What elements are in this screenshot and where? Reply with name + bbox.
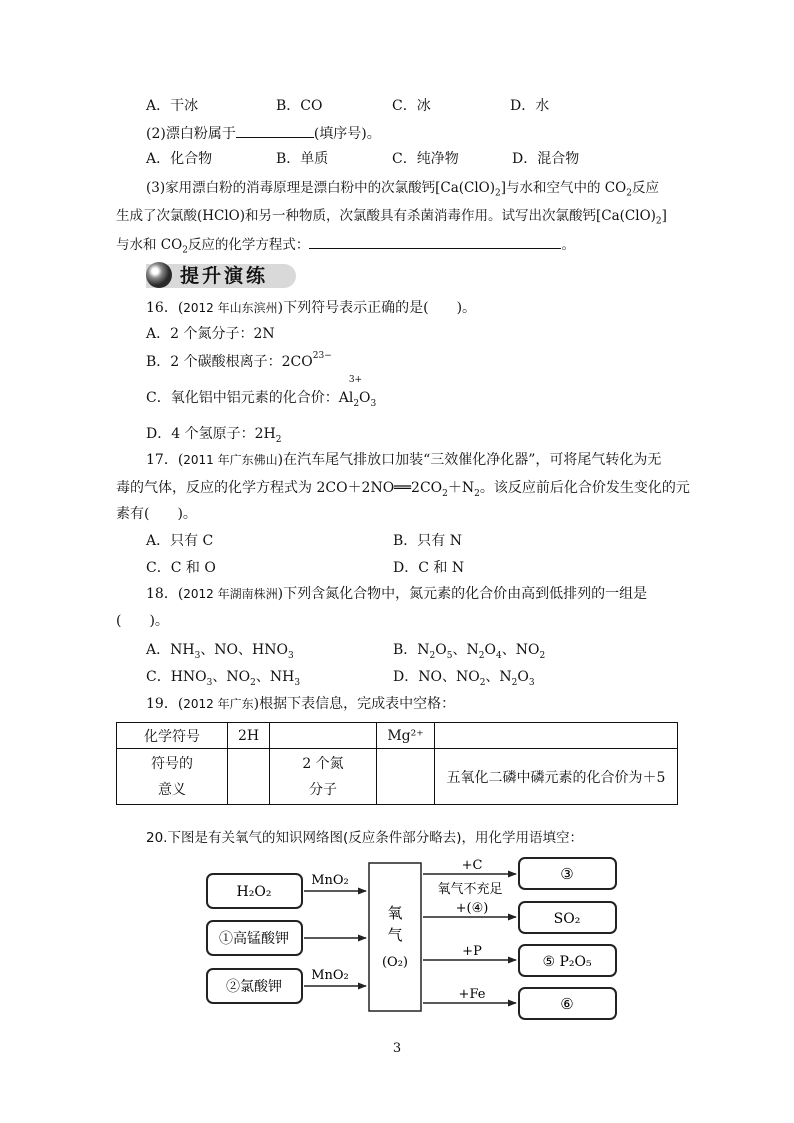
arrow-label: +C [461, 858, 483, 873]
page-number: 3 [392, 1041, 402, 1056]
q15-part3-line2: 生成了次氯酸(HClO)和另一种物质，次氯酸具有杀菌消毒作用。试写出次氯酸钙$[Ca(ClO)_2]$ [116, 208, 667, 227]
q15-option-a: A．干冰 [146, 98, 199, 114]
answer-cell[interactable] [377, 749, 435, 805]
text: D．4 个氢原子：2H [146, 426, 276, 442]
center-box-oxygen [369, 863, 421, 1011]
box-label: ⑤ P₂O₅ [542, 954, 592, 970]
superscript: 23− [312, 351, 332, 362]
question-source: 2011 年广东佛山 [183, 453, 278, 467]
text: A．NH [146, 642, 195, 658]
text: 分子 [309, 781, 337, 798]
text: 18．( [146, 586, 184, 602]
arrow-label: 氧气不充足 [437, 882, 503, 897]
q15-option-d: D．水 [510, 98, 550, 114]
table-cell: Mg²⁺ [377, 723, 435, 749]
q18-option-a: A．$NH_3$、NO、$HNO_3$ [146, 642, 294, 661]
ball-icon [146, 262, 172, 288]
box-label: H₂O₂ [236, 884, 272, 900]
text: O [359, 390, 371, 406]
table-cell: 2H [228, 723, 270, 749]
q17-line1 [146, 450, 661, 470]
text: B．N [393, 642, 430, 658]
q15-part2 [146, 123, 381, 144]
q17-option-a: A．只有 C [146, 533, 214, 549]
q15-option-c: C．冰 [392, 98, 431, 114]
text: ] [661, 208, 667, 224]
right-box-so2 [519, 902, 616, 933]
section-title: 提升演练 [180, 265, 269, 287]
text: C．氧化铝中铝元素的化合价：A [146, 390, 349, 406]
info-table [116, 722, 678, 805]
arrow-label: +Fe [458, 987, 486, 1002]
text: )下列符号表示正确的是( )。 [277, 300, 477, 316]
center-label: (O₂) [381, 955, 409, 970]
center-label: 气 [387, 926, 403, 944]
left-box-kclo3 [207, 969, 302, 1003]
q19-stem [146, 694, 455, 714]
text: )根据下表信息，完成表中空格： [253, 696, 456, 712]
q15-2-option-d: D．混合物 [512, 151, 580, 167]
arrow-label: +(④) [455, 901, 489, 916]
q15-2-option-c: C．纯净物 [392, 151, 459, 167]
q18-line2: ( )。 [116, 613, 169, 629]
q20-stem: 20.下图是有关氧气的知识网络图(反应条件部分略去)，用化学用语填空： [146, 830, 584, 846]
oxygen-network-diagram [0, 850, 794, 1050]
text: (3)家用漂白粉的消毒原理是漂白粉中的次氯酸钙[Ca(ClO) [146, 180, 496, 196]
section-banner [146, 260, 298, 290]
q15-part3-line1: (3)家用漂白粉的消毒原理是漂白粉中的次氯酸钙$[Ca(ClO)_2]$与水和空气中的 $CO_2$反应 [146, 180, 659, 199]
text: l [348, 390, 354, 406]
question-source: 2012 年湖南株洲 [183, 587, 278, 601]
q18-option-d: D．NO、$NO_2$、$N_2O_3$ [393, 669, 535, 688]
left-box-kmno4 [207, 921, 302, 955]
q16-stem [146, 298, 476, 318]
right-box-p2o5 [519, 945, 616, 976]
text: 毒的气体，反应的化学方程式为 2CO＋2NO══2CO [116, 480, 443, 496]
box-label: ③ [560, 865, 574, 883]
q17-line3: 素有( )。 [116, 506, 197, 522]
answer-cell[interactable] [435, 723, 678, 749]
text: 17．( [146, 452, 184, 468]
text: 意义 [158, 781, 186, 798]
q15-part3-line3: 与水和 $CO_2$反应的化学方程式： 。 [116, 234, 575, 255]
right-box-3[interactable] [519, 858, 616, 889]
text: ＋N [447, 480, 475, 496]
text: 反应 [631, 180, 659, 196]
text: 生成了次氯酸(HClO)和另一种物质，次氯酸具有杀菌消毒作用。试写出次氯酸钙[Ca(ClO) [116, 208, 656, 224]
answer-blank[interactable] [236, 123, 314, 138]
arrow-label: +P [462, 944, 482, 959]
table-row [117, 749, 678, 805]
text: 符号的 [151, 755, 193, 772]
text: 。 [561, 237, 575, 253]
catalyst-label: MnO₂ [311, 873, 349, 888]
q17-option-c: C．C 和 O [146, 560, 216, 576]
q16-option-a: A．2 个氮分子：2N [146, 326, 275, 342]
text: )在汽车尾气排放口加装“三效催化净化器”，可将尾气转化为无 [277, 452, 662, 468]
box-label: ⑥ [560, 995, 574, 1013]
text: C．HNO [146, 669, 207, 685]
q18-line1 [146, 584, 647, 604]
table-cell [117, 749, 228, 805]
answer-blank[interactable] [309, 234, 561, 249]
answer-cell[interactable] [270, 723, 377, 749]
q15-2-option-b: B．单质 [276, 151, 329, 167]
text: 。该反应前后化合价发生变化的元 [479, 480, 690, 496]
left-box-h2o2 [207, 874, 302, 908]
q17-option-d: D．C 和 N [393, 560, 465, 576]
q17-option-b: B．只有 N [393, 533, 462, 549]
text: ]与水和空气中的 CO [500, 180, 627, 196]
q15-part2-text: (2)漂白粉属于 [146, 126, 236, 142]
text: 16．( [146, 300, 184, 316]
q15-option-b: B．CO [276, 98, 323, 114]
text: D．NO、NO [393, 669, 480, 685]
q18-option-b: B．$N_2O_5$、$N_2O_4$、$NO_2$ [393, 642, 546, 661]
q16-option-b [146, 352, 332, 372]
answer-cell[interactable] [228, 749, 270, 805]
table-cell: 五氧化二磷中磷元素的化合价为＋5 [435, 749, 678, 805]
q18-option-c: C．$HNO_3$、$NO_2$、$NH_3$ [146, 669, 301, 688]
box-label: SO₂ [553, 911, 581, 927]
text: 与水和 CO [116, 237, 183, 253]
text: )下列含氮化合物中，氮元素的化合价由高到低排列的一组是 [277, 586, 648, 602]
catalyst-label: MnO₂ [311, 968, 349, 983]
center-label: 氧 [387, 904, 403, 922]
q15-part2-tail: (填序号)。 [313, 126, 381, 142]
question-source: 2012 年广东 [183, 697, 254, 711]
text: 2 个氮 [302, 755, 344, 772]
text: 反应的化学方程式： [187, 237, 310, 253]
table-cell [270, 749, 377, 805]
q16-option-c: C．氧化铝中铝元素的化合价：A 3+ $l_2O_3$ [146, 375, 377, 409]
question-source: 2012 年山东滨州 [183, 301, 278, 315]
q15-2-option-a: A．化合物 [146, 151, 213, 167]
box-label: ②氯酸钾 [226, 979, 282, 995]
right-box-6[interactable] [519, 988, 616, 1019]
text: 19．( [146, 696, 184, 712]
table-row [117, 723, 678, 749]
q17-line2: 毒的气体，反应的化学方程式为 $2CO+2NO══2CO_2+N_2$。该反应前后化合价发生变化的元 [116, 480, 690, 499]
table-cell: 化学符号 [117, 723, 228, 749]
q16-option-d: D．4 个氢原子：$2H_2$ [146, 426, 282, 445]
box-label: ①高锰酸钾 [219, 931, 289, 947]
text: B．2 个碳酸根离子：2CO [146, 354, 313, 370]
